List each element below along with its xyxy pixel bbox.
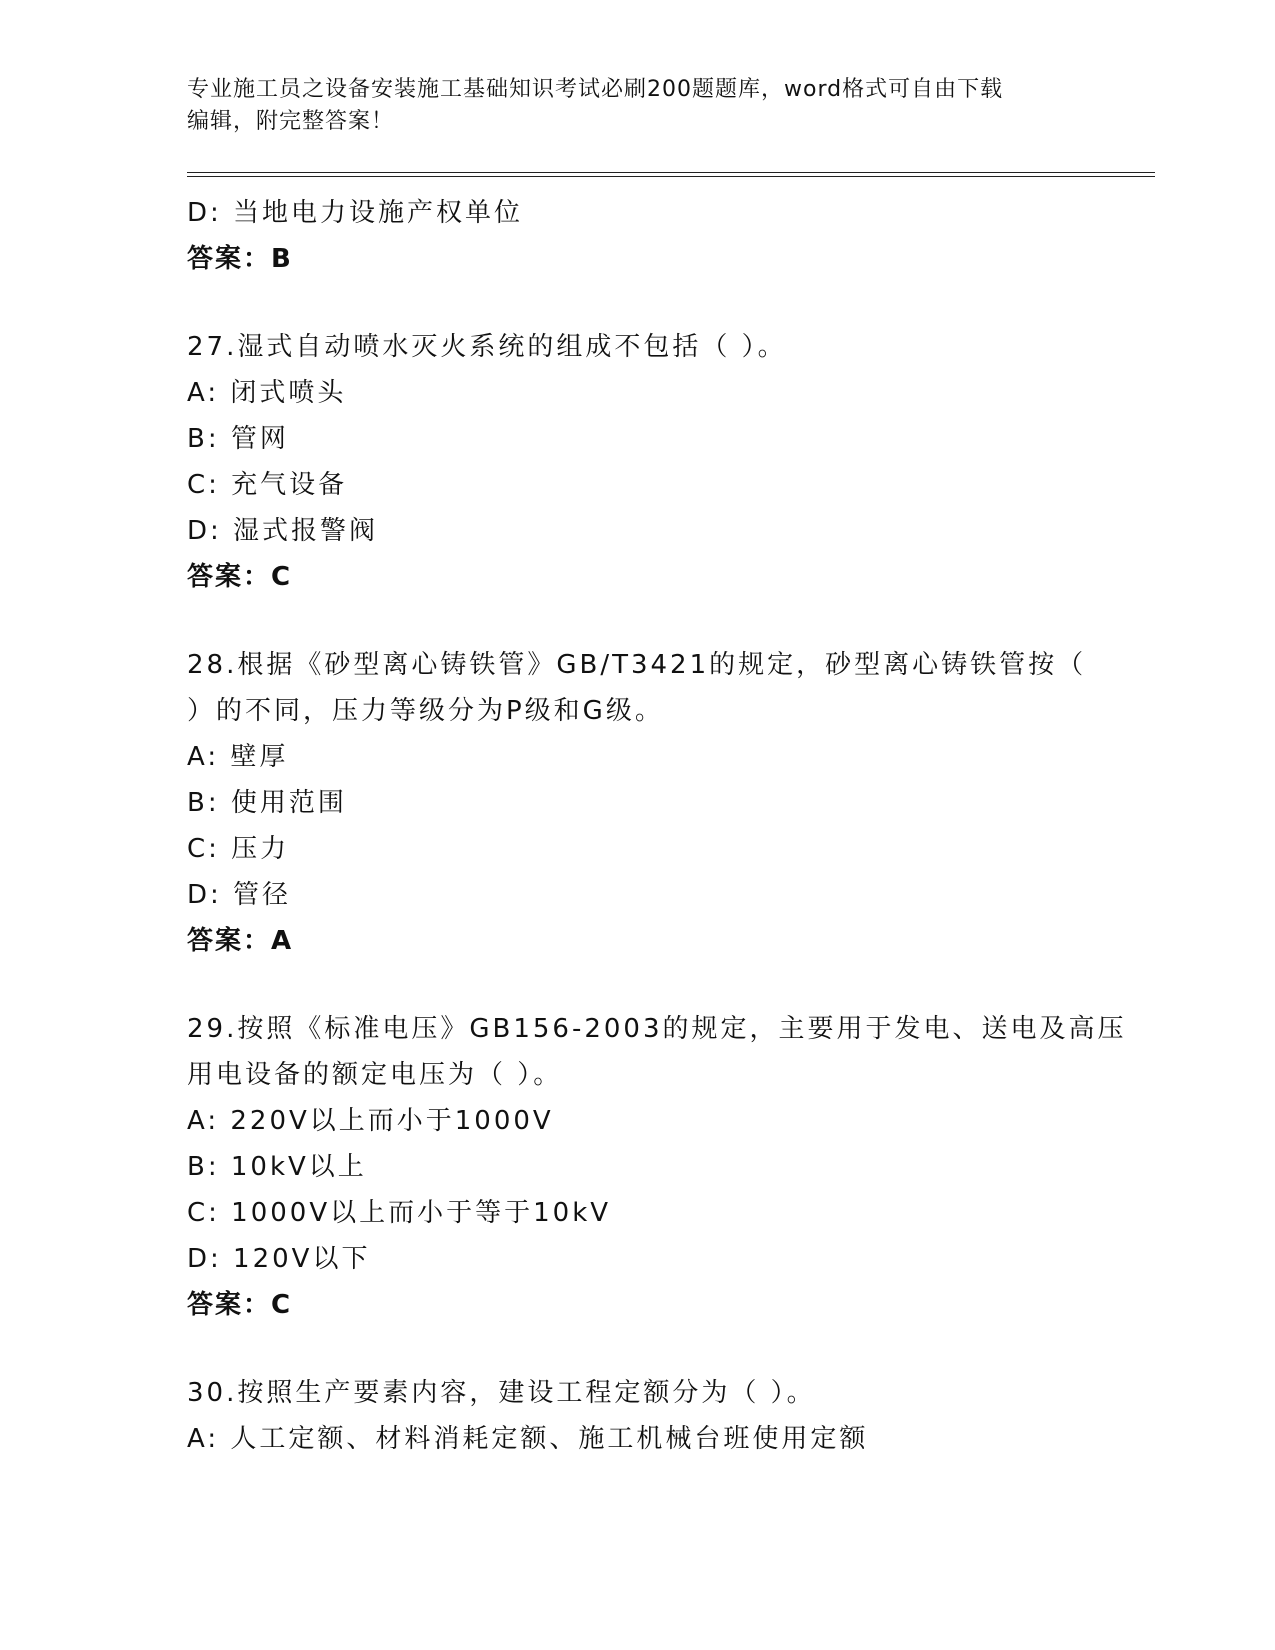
option-b: B: 管网 bbox=[187, 424, 289, 454]
question-title-line-2: ）的不同，压力等级分为P级和G级。 bbox=[187, 696, 664, 726]
question-title-line-2: 用电设备的额定电压为（ ）。 bbox=[187, 1060, 563, 1090]
question-title: 27.湿式自动喷水灭火系统的组成不包括（ ）。 bbox=[187, 332, 787, 362]
option-a: A: 壁厚 bbox=[187, 742, 289, 772]
option-d: D: 湿式报警阀 bbox=[187, 516, 379, 546]
option-d: D: 120V以下 bbox=[187, 1244, 371, 1274]
question-28 bbox=[187, 642, 1107, 964]
header-line-1: 专业施工员之设备安装施工基础知识考试必刷200题题库，word格式可自由下载 bbox=[187, 77, 1004, 102]
option-c: C: 充气设备 bbox=[187, 470, 348, 500]
answer-label: 答案：C bbox=[187, 1290, 293, 1320]
question-26-tail bbox=[187, 190, 1107, 282]
option-d: D: 当地电力设施产权单位 bbox=[187, 198, 524, 228]
question-list bbox=[187, 190, 1127, 1462]
option-a: A: 闭式喷头 bbox=[187, 378, 347, 408]
document-header bbox=[187, 74, 1087, 138]
header-line-2: 编辑，附完整答案！ bbox=[187, 109, 395, 134]
option-d: D: 管径 bbox=[187, 880, 292, 910]
option-c: C: 压力 bbox=[187, 834, 290, 864]
option-a: A: 人工定额、材料消耗定额、施工机械台班使用定额 bbox=[187, 1424, 869, 1454]
header-rule-top bbox=[187, 172, 1155, 173]
header-rule-bottom bbox=[187, 176, 1155, 177]
answer-label: 答案：B bbox=[187, 244, 293, 274]
question-title-line-1: 29.按照《标准电压》GB156-2003的规定，主要用于发电、送电及高压 bbox=[187, 1014, 1127, 1044]
question-title-line-1: 28.根据《砂型离心铸铁管》GB/T3421的规定，砂型离心铸铁管按（ bbox=[187, 650, 1087, 680]
answer-label: 答案：C bbox=[187, 562, 293, 592]
question-title: 30.按照生产要素内容，建设工程定额分为（ ）。 bbox=[187, 1378, 816, 1408]
answer-label: 答案：A bbox=[187, 926, 294, 956]
option-b: B: 使用范围 bbox=[187, 788, 347, 818]
option-b: B: 10kV以上 bbox=[187, 1152, 367, 1182]
question-29 bbox=[187, 1006, 1127, 1328]
question-27 bbox=[187, 324, 1107, 600]
question-30 bbox=[187, 1370, 1107, 1462]
option-c: C: 1000V以上而小于等于10kV bbox=[187, 1198, 612, 1228]
option-a: A: 220V以上而小于1000V bbox=[187, 1106, 554, 1136]
